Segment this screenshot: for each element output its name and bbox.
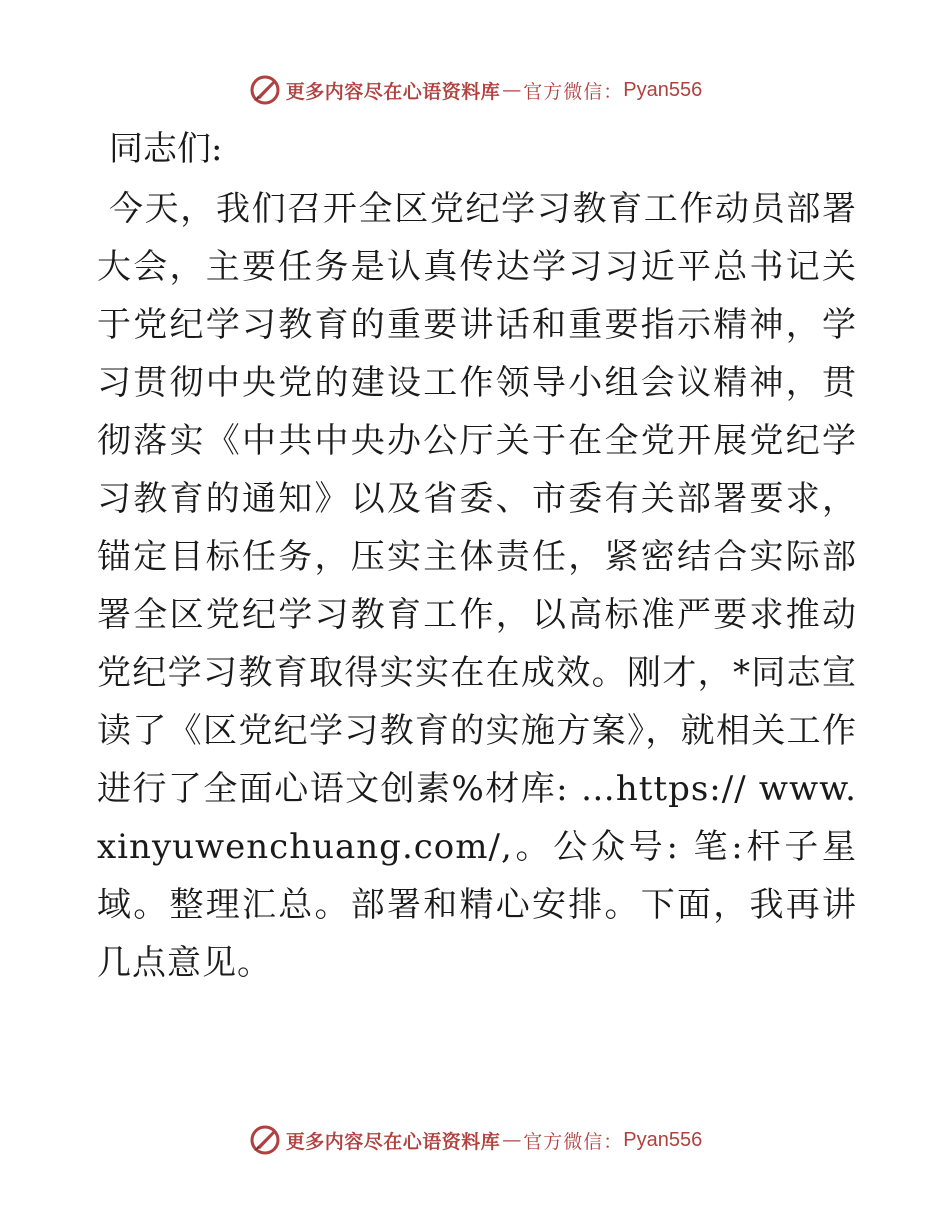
salutation: 同志们: xyxy=(109,129,223,169)
banner-contact-label: 官方微信： xyxy=(523,80,624,103)
document-body xyxy=(97,120,857,992)
quill-logo-icon xyxy=(248,1123,282,1157)
banner-dash: — xyxy=(502,1129,522,1151)
banner-wechat-id: Pyan556 xyxy=(623,1128,703,1151)
body-paragraph: 今天，我们召开全区党纪学习教育工作动员部署大会，主要任务是认真传达学习习近平总书记关于党纪学习教育的重要讲话和重要指示精神，学习贯彻中央党的建设工作领导小组会议精神，贯彻落实《中共中央办公厅关于在全党开展党纪学习教育的通知》以及省委、市委有关部署要求，锚定目标任务，压实主体责任，紧密结合实际部署全区党纪学习教育工作，以高标准严要求推动党纪学习教育取得实实在在成效。刚才，*同志宣读了《区党纪学习教育的实施方案》，就相关工作进行了全面心语文创素%材库: …https:// www.xinyuwenchuang.com/,。公众号: 笔:杆子星域。整理汇总。部署和精心安排。下面，我再讲几点意见。 xyxy=(97,189,857,983)
quill-logo-icon xyxy=(248,73,282,107)
banner-brand-text: 更多内容尽在心语资料库 xyxy=(285,1130,501,1153)
banner-wechat-id: Pyan556 xyxy=(623,78,703,101)
header-watermark-banner xyxy=(0,70,950,110)
footer-watermark-banner xyxy=(0,1120,950,1160)
banner-contact-label: 官方微信： xyxy=(523,1130,624,1153)
banner-dash: — xyxy=(502,79,522,101)
banner-brand-text: 更多内容尽在心语资料库 xyxy=(285,80,501,103)
